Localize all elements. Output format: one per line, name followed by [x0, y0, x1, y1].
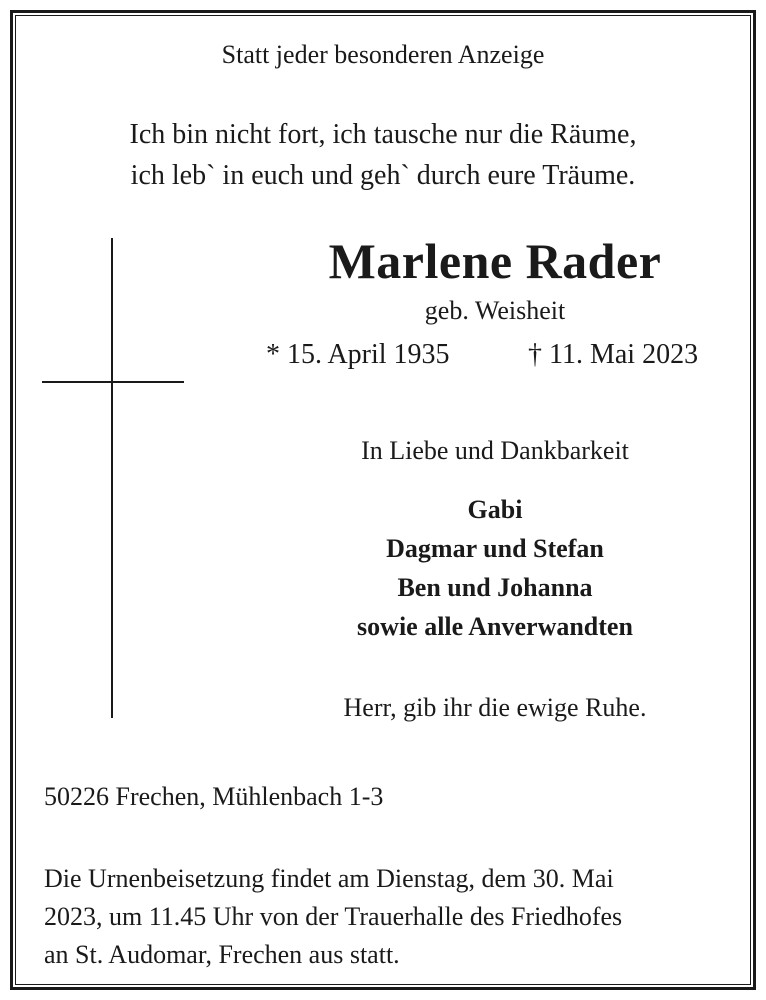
verse [0, 114, 766, 196]
maiden-name: geb. Weisheit [424, 296, 566, 325]
service-line: 2023, um 11.45 Uhr von der Trauerhalle des Friedhofes [44, 902, 623, 931]
cross-icon-vertical [111, 238, 113, 718]
death-date: † 11. Mai 2023 [528, 339, 699, 370]
mourner-item: Ben und Johanna [397, 573, 593, 602]
service-line: Die Urnenbeisetzung findet am Dienstag, dem 30. Mai [44, 864, 614, 893]
mourner-item: Dagmar und Stefan [386, 534, 604, 563]
mourner-item: sowie alle Anverwandten [357, 612, 633, 641]
service-info [44, 860, 734, 974]
mourner-item: Gabi [467, 495, 523, 524]
verse-line: ich leb` in euch und geh` durch eure Träume. [130, 160, 636, 191]
cross-icon-horizontal [42, 381, 184, 383]
notice-header: Statt jeder besonderen Anzeige [221, 40, 545, 69]
thanks-line: In Liebe und Dankbarkeit [361, 436, 629, 465]
prayer-line: Herr, gib ihr die ewige Ruhe. [343, 693, 647, 722]
deceased-name: Marlene Rader [328, 233, 662, 289]
address: 50226 Frechen, Mühlenbach 1-3 [44, 782, 384, 811]
mourners-list [260, 490, 730, 646]
verse-line: Ich bin nicht fort, ich tausche nur die Räume, [129, 119, 637, 150]
service-line: an St. Audomar, Frechen aus statt. [44, 940, 400, 969]
birth-date: * 15. April 1935 [266, 339, 450, 370]
